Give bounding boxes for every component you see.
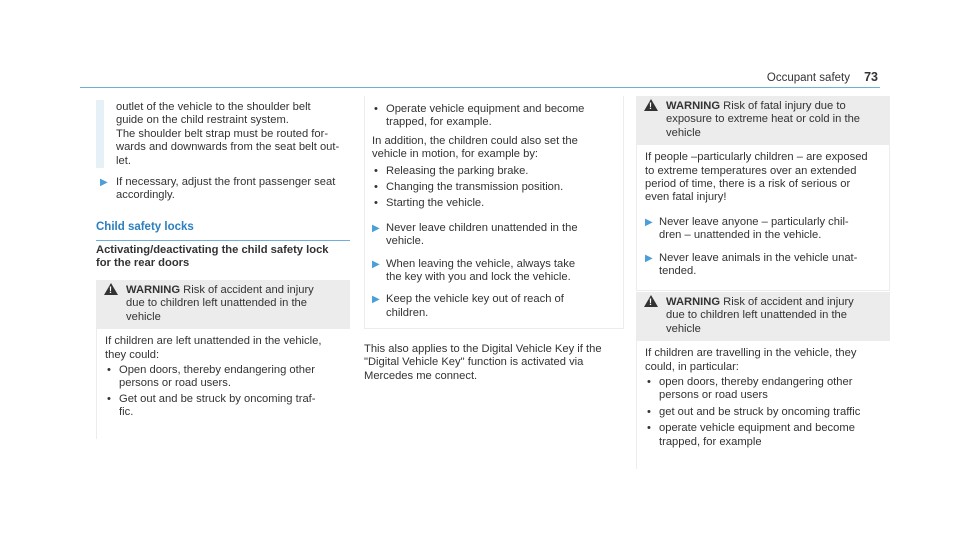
- running-header-title: Occupant safety: [766, 72, 850, 84]
- text-line: • open doors, thereby endangering other: [659, 376, 853, 389]
- text-line: due to children left unattended in the: [666, 309, 847, 322]
- text-line: Activating/deactivating the child safety lock: [96, 244, 329, 256]
- list-item: [645, 422, 882, 449]
- text-line: This also applies to the Digital Vehicle Key if the: [364, 343, 602, 355]
- subsection-title: [96, 244, 350, 271]
- text-line: vehicle: [126, 310, 161, 323]
- warning-head-text: Risk of accident and injury: [180, 284, 314, 296]
- text-line: they could:: [105, 348, 160, 361]
- text-line: trapped, for example: [659, 435, 762, 448]
- warning-box-heat: [636, 96, 890, 291]
- instruction-step: [372, 222, 618, 249]
- list-item: [645, 376, 882, 403]
- warning-head-text: Risk of accident and injury: [720, 296, 854, 308]
- list-item: [105, 393, 342, 420]
- header-rule: [80, 87, 880, 88]
- text-line: due to children left unattended in the: [126, 297, 307, 310]
- text-line: exposure to extreme heat or cold in the: [666, 113, 861, 126]
- warning-triangle-icon: [644, 295, 658, 307]
- text-line: accordingly.: [116, 189, 175, 202]
- instruction-step: [372, 258, 618, 285]
- warning-header: [636, 96, 890, 145]
- warning-body: [96, 329, 350, 439]
- text-line: If people –particularly children – are exposed: [645, 151, 868, 164]
- text-line: • Releasing the parking brake.: [386, 164, 529, 177]
- text-line: tended.: [659, 265, 697, 278]
- text-line: In addition, the children could also set the: [372, 134, 578, 147]
- list-item: [372, 165, 618, 178]
- text-line: • Open doors, thereby endangering other: [119, 364, 315, 377]
- text-line: The shoulder belt strap must be routed for-: [116, 127, 329, 140]
- text-line: • Changing the transmission position.: [386, 181, 564, 194]
- text-line: for the rear doors: [96, 257, 190, 270]
- warning-label: WARNING: [126, 284, 181, 296]
- text-line: • get out and be struck by oncoming traffic: [659, 405, 861, 418]
- step-arrow-icon: ▶: [645, 216, 653, 228]
- text-line: vehicle in motion, for example by:: [372, 148, 539, 161]
- text-line: Never leave children unattended in the: [386, 221, 578, 234]
- addition-paragraph: [372, 135, 618, 162]
- text-line: wards and downwards from the seat belt out-: [116, 141, 340, 154]
- text-line: fic.: [119, 406, 134, 419]
- step-continued: [116, 101, 348, 168]
- section-heading: [96, 221, 350, 241]
- text-line: Mercedes me connect.: [364, 369, 478, 382]
- step-arrow-icon: ▶: [645, 252, 653, 264]
- instruction-step: [645, 216, 881, 243]
- text-line: Never leave anyone – particularly chil-: [659, 215, 849, 228]
- text-line: • Starting the vehicle.: [386, 197, 485, 210]
- list-item: [372, 197, 618, 210]
- instruction-step: [372, 293, 618, 320]
- text-line: If necessary, adjust the front passenger seat: [116, 176, 336, 188]
- text-line: vehicle.: [386, 235, 424, 248]
- warning-body: [636, 145, 890, 291]
- warning-header: [96, 280, 350, 329]
- warning-label: WARNING: [666, 296, 721, 308]
- text-line: the key with you and lock the vehicle.: [386, 271, 571, 284]
- text-line: • Operate vehicle equipment and become: [386, 103, 585, 115]
- warning-continued-content: [372, 103, 618, 320]
- list-item: [105, 364, 342, 391]
- text-line: guide on the child restraint system.: [116, 114, 289, 127]
- text-line: vehicle: [666, 322, 701, 335]
- text-line: vehicle: [666, 126, 701, 139]
- warning-label: WARNING: [666, 100, 721, 112]
- text-line: trapped, for example.: [386, 116, 492, 129]
- text-line: outlet of the vehicle to the shoulder belt: [116, 101, 311, 113]
- warning-box-unattended: [96, 280, 350, 439]
- warning-header: [636, 292, 890, 341]
- text-line: • operate vehicle equipment and become: [659, 422, 855, 435]
- list-item: [372, 181, 618, 194]
- text-line: period of time, there is a risk of serious or: [645, 178, 851, 191]
- step-arrow-icon: ▶: [372, 222, 380, 234]
- text-line: to extreme temperatures over an extended: [645, 164, 857, 177]
- text-line: persons or road users.: [119, 377, 231, 390]
- list-item: [372, 103, 618, 130]
- text-line: let.: [116, 154, 131, 167]
- text-line: Never leave animals in the vehicle unat-: [659, 251, 858, 264]
- warning-box-travelling: [636, 292, 890, 469]
- text-line: If children are travelling in the vehicle, they: [645, 347, 857, 360]
- section-rule: [96, 240, 350, 241]
- continuation-bar: [96, 100, 104, 168]
- section-title: Child safety locks: [96, 221, 194, 233]
- text-line: When leaving the vehicle, always take: [386, 257, 576, 270]
- step-arrow-icon: ▶: [372, 258, 380, 270]
- text-line: persons or road users: [659, 389, 768, 402]
- instruction-step: [100, 176, 362, 203]
- text-line: children.: [386, 306, 429, 319]
- instruction-step: [645, 252, 881, 279]
- warning-body: [636, 341, 890, 469]
- text-line: Keep the vehicle key out of reach of: [386, 293, 564, 306]
- digital-key-note: [364, 343, 624, 383]
- text-line: could, in particular:: [645, 360, 739, 373]
- text-line: If children are left unattended in the vehicle,: [105, 335, 322, 348]
- warning-triangle-icon: [644, 99, 658, 111]
- text-line: even fatal injury!: [645, 191, 727, 204]
- list-item: [645, 406, 882, 419]
- text-line: dren – unattended in the vehicle.: [659, 229, 822, 242]
- step-arrow-icon: ▶: [100, 177, 108, 188]
- text-line: "Digital Vehicle Key" function is activated via: [364, 356, 584, 369]
- text-line: • Get out and be struck by oncoming traf-: [119, 392, 316, 405]
- warning-head-text: Risk of fatal injury due to: [720, 100, 846, 112]
- warning-triangle-icon: [104, 283, 118, 295]
- page-number: 73: [864, 70, 878, 84]
- step-arrow-icon: ▶: [372, 294, 380, 306]
